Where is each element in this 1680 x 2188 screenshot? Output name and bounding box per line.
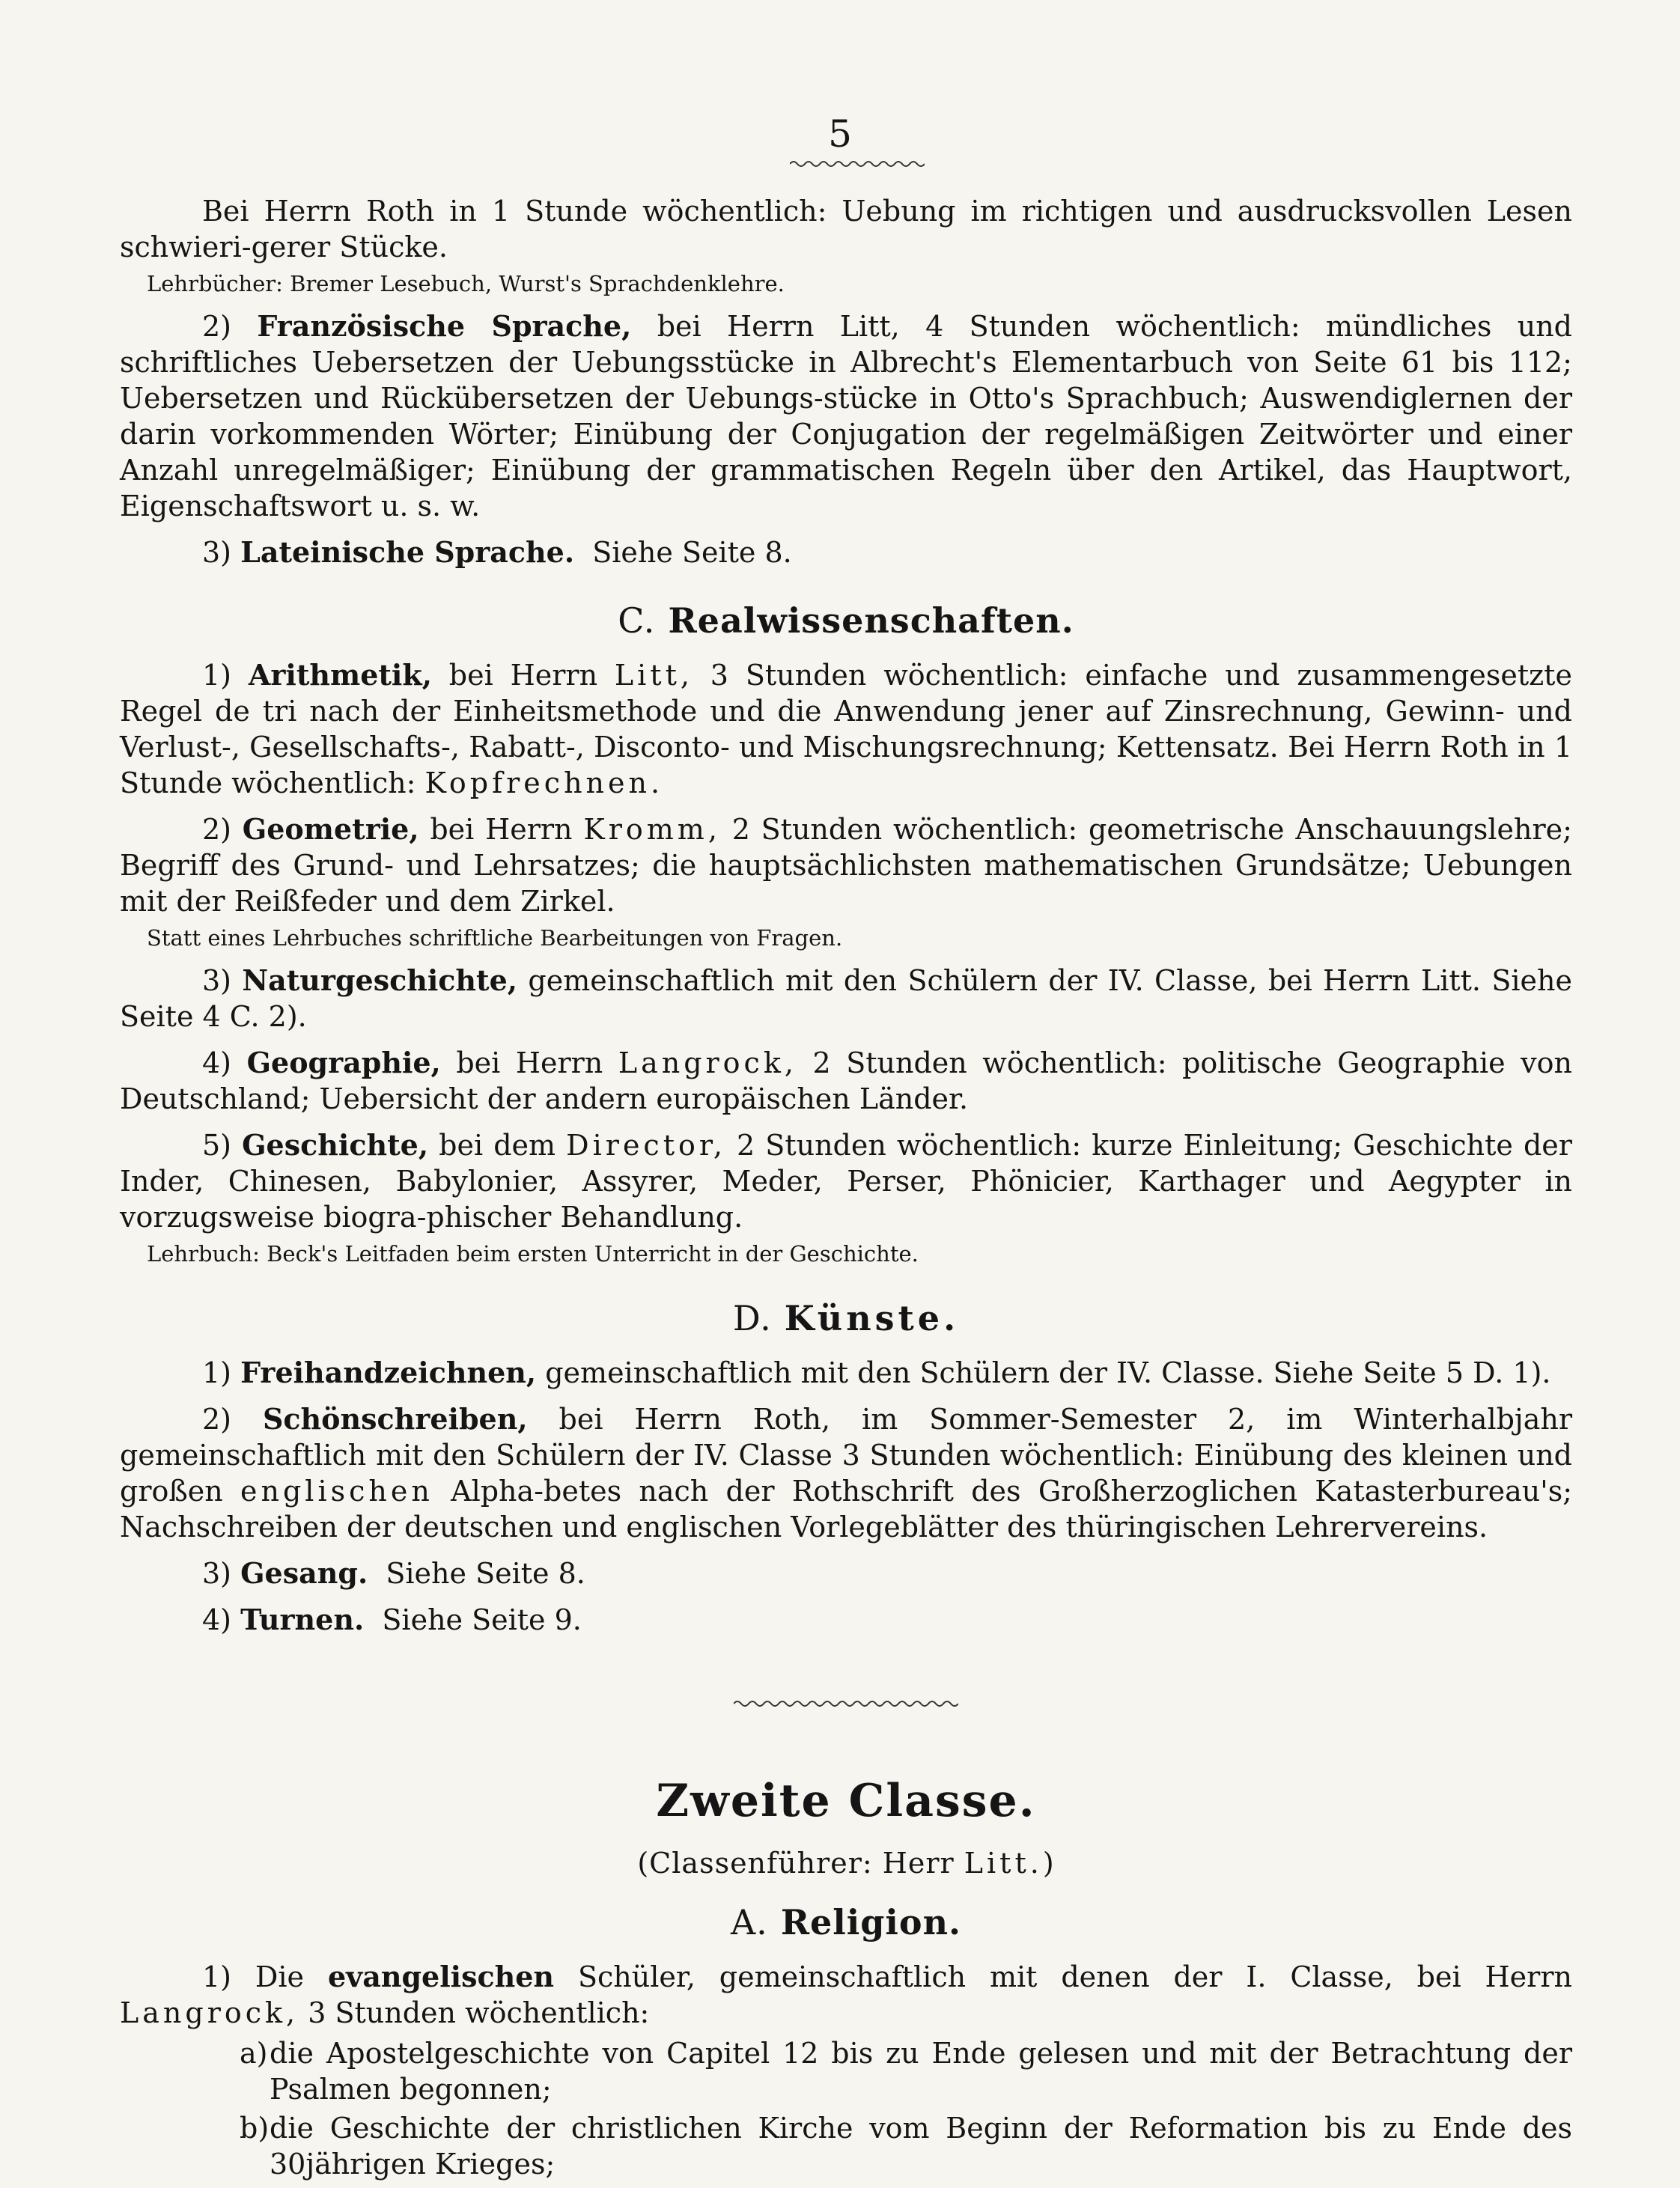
teacher-name: Kromm, [583,813,721,846]
heading-letter: C. [618,600,656,641]
subject-term: evangelischen [327,1960,555,1993]
subject-term: Naturgeschichte, [242,963,518,997]
item-number: 1) [202,1356,232,1389]
page-number: 5 [828,112,852,156]
item-number: 3) [202,964,232,997]
item-number: 4) [202,1046,232,1079]
paragraph-freihandzeichnen [120,1355,1572,1391]
paragraph-schoenschreiben [120,1401,1572,1545]
class-title: Zweite Classe. [656,1775,1036,1827]
paragraph-turnen [120,1602,1572,1638]
item-number: 4) [202,1603,232,1636]
paragraph-geometrie [120,811,1572,919]
heading-letter: A. [730,1902,768,1942]
item-number: 1) [202,1960,232,1993]
item-number: 3) [202,536,232,569]
paragraph-text: Schüler, gemeinschaftlich mit denen der I. Classe, bei Herrn [577,1960,1572,1993]
paragraph-geographie [120,1045,1572,1117]
paragraph-text: 3 Stunden wöchentlich: einfache und zusammengesetzte Regel de tri nach der Einheitsmethode und die Anwendung jener auf Zinsrechnung, Gewinn- und Verlust-, Gesellschafts-, Rabatt-, Disconto- und Mischungsrechnung; Kettensatz. Bei Herrn Roth in 1 Stunde wöchentlich: [120,659,1572,799]
paragraph-text: bei dem [439,1129,556,1162]
item-number: 2) [202,1403,232,1436]
subject-term: Turnen. [240,1603,365,1636]
paragraph-text: bei Herrn [456,1046,603,1079]
item-number: 1) [202,659,232,692]
paragraph-franzoesisch [120,308,1572,524]
paragraph-text: 3 Stunden wöchentlich: [308,1996,650,2029]
paragraph-text: gemeinschaftlich mit den Schülern der IV. Classe, bei Herrn Litt. Siehe Seite 4 C. 2). [120,964,1572,1033]
item-number: 2) [202,310,232,343]
paragraph-text: Siehe Seite 8. [386,1557,585,1590]
paragraph-text: Siehe Seite 9. [382,1603,582,1636]
paragraph-text: 2 Stunden wöchentlich: geometrische Anschauungslehre; Begriff des Grund- und Lehrsatzes; die hauptsächlichsten mathematischen Grundsätze; Uebungen mit der Reißfeder und dem Zirkel. [120,813,1572,918]
teacher-name: Langrock, [120,1996,299,2029]
paragraph-text: 2 Stunden wöchentlich: kurze Einleitung; Geschichte der Inder, Chinesen, Babylonier, Assyrer, Meder, Perser, Phönicier, Karthager und Aegypter in vorzugsweise biogra-phischer Behandlung. [120,1129,1572,1234]
item-number: 2) [202,813,232,846]
section-heading-d [120,1298,1572,1338]
heading-title: Künste. [784,1298,960,1338]
subject-term: Geschichte, [242,1128,429,1162]
paragraph-text: bei Herrn [430,813,573,846]
list-item-text: die Apostelgeschichte von Capitel 12 bis zu Ende gelesen und mit der Betrachtung der Psalmen begonnen; [270,2037,1572,2106]
paragraph-text: Alpha-betes nach der Rothschrift des Großherzoglichen Katasterbureau's; Nachschreiben der deutschen und englischen Vorlegeblätter des thüringischen Lehrervereins. [120,1475,1572,1544]
paragraph-arithmetik [120,657,1572,801]
paragraph-text: 2 Stunden wöchentlich: politische Geographie von Deutschland; Uebersicht der andern europäischen Länder. [120,1046,1572,1115]
paragraph-text: Bei Herrn Roth in 1 Stunde wöchentlich: Uebung im richtigen und ausdrucksvollen Lesen schwieri-gerer Stücke. [120,195,1572,263]
paragraph-latein [120,534,1572,570]
heading-title: Realwissenschaften. [668,600,1074,641]
section-divider-ornament [120,1698,1572,1712]
item-number: 5) [202,1129,232,1162]
page-content [120,193,1572,2182]
paragraph-deutsch-lesen [120,193,1572,265]
paragraph-gesang [120,1555,1572,1591]
list-item-text: die Geschichte der christlichen Kirche vom Beginn der Reformation bis zu Ende des 30jährigen Krieges; [270,2112,1572,2181]
paragraph-text: bei Herrn Litt, 4 Stunden wöchentlich: mündliches und schriftliches Uebersetzen der Uebungsstücke in Albrecht's Elementarbuch von Seite 61 bis 112; Uebersetzen und Rückübersetzen der Uebungs-stücke in Otto's Sprachbuch; Auswendiglernen der darin vorkommenden Wörter; Einübung der Conjugation der regelmäßigen Zeitwörter und einer Anzahl unregelmäßiger; Einübung der grammatischen Regeln über den Artikel, das Hauptwort, Eigenschaftswort u. s. w. [120,310,1572,522]
heading-letter: D. [732,1298,772,1338]
emphasized-word: englischen [240,1475,433,1508]
class-leader-label: (Classenführer: Herr [637,1847,955,1880]
heading-title: Religion. [780,1902,962,1942]
paragraph-geschichte [120,1127,1572,1235]
section-heading-c [120,600,1572,641]
subject-term: Freihandzeichnen, [240,1356,537,1389]
paragraph-text: bei Herrn Roth, im Sommer-Semester 2, im Winterhalbjahr gemeinschaftlich mit den Schülern der IV. Classe 3 Stunden wöchentlich: Einübung des kleinen und großen [120,1403,1572,1508]
class-leader-line [120,1847,1572,1880]
class-leader-close: ) [1042,1847,1055,1880]
subject-term: Lateinische Sprache. [240,535,575,569]
teacher-name: Langrock, [618,1046,797,1079]
list-item [120,2035,1572,2107]
note-geschichte: Lehrbuch: Beck's Leitfaden beim ersten Unterricht in der Geschichte. [147,1241,919,1267]
subject-term: Geometrie, [242,812,419,846]
note-geometrie: Statt eines Lehrbuches schriftliche Bearbeitungen von Fragen. [147,925,843,951]
religion-topic-list [120,2035,1572,2182]
teacher-name: Director, [566,1129,726,1162]
spacer [120,1712,1572,1775]
list-item-mark: b) [240,2112,270,2145]
spacer [120,1638,1572,1698]
paragraph-text: bei Herrn [448,659,598,692]
paragraph-text: Siehe Seite 8. [592,536,792,569]
page-number-ornament [790,159,925,169]
teacher-name: Litt, [614,659,693,692]
subject-term: Schönschreiben, [262,1402,528,1436]
section-heading-religion [120,1902,1572,1942]
paragraph-religion-evangelisch [120,1959,1572,2031]
list-item-mark: a) [240,2037,268,2070]
list-item [120,2110,1572,2182]
teacher-name: Litt. [964,1847,1043,1880]
subject-term: Arithmetik, [248,658,432,692]
paragraph-text: Die [255,1960,305,1993]
subject-term: Französische Sprache, [257,309,632,343]
emphasized-word: Kopfrechnen. [424,767,664,799]
item-number: 3) [202,1557,232,1590]
subject-term: Geographie, [246,1046,441,1079]
paragraph-naturgeschichte [120,963,1572,1034]
note-lehrbuecher: Lehrbücher: Bremer Lesebuch, Wurst's Sprachdenklehre. [147,271,785,296]
paragraph-text: gemeinschaftlich mit den Schülern der IV. Classe. Siehe Seite 5 D. 1). [545,1356,1551,1389]
subject-term: Gesang. [240,1556,368,1590]
